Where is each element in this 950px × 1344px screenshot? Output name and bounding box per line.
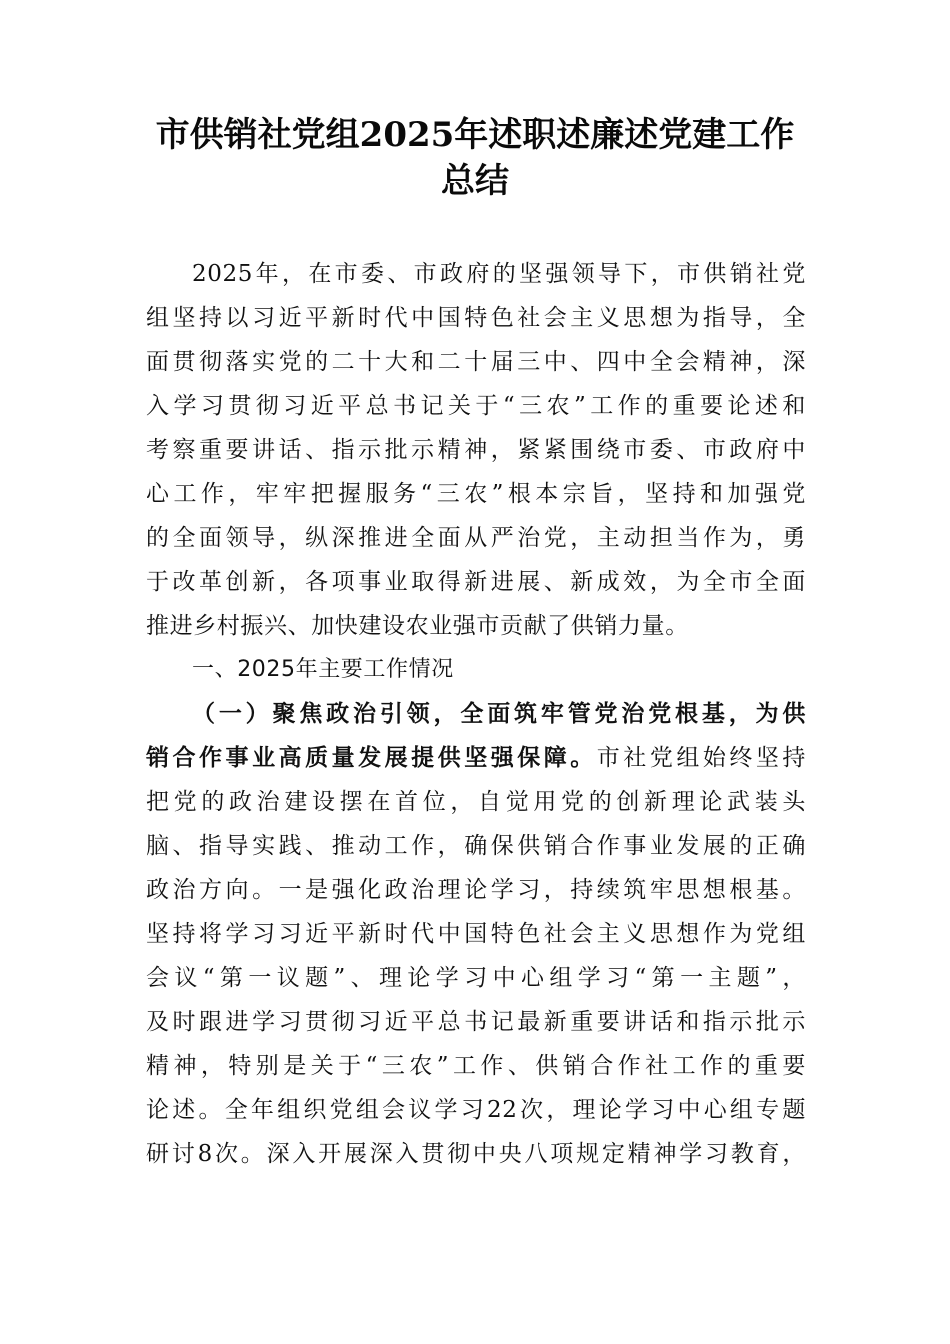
- document-body: [146, 252, 806, 1176]
- paragraph-2-lead: 市社党组始终坚持: [596, 745, 806, 771]
- paragraph-1-line: 面贯彻落实党的二十大和二十届三中、四中全会精神，深: [146, 349, 806, 375]
- paragraph-2-line: 研讨8次。深入开展深入贯彻中央八项规定精神学习教育，: [146, 1141, 806, 1167]
- paragraph-2-line: 及时跟进学习贯彻习近平总书记最新重要讲话和指示批示: [146, 1009, 806, 1035]
- paragraph-1-line: 入学习贯彻习近平总书记关于“三农”工作的重要论述和: [146, 393, 806, 419]
- paragraph-1-line: 组坚持以习近平新时代中国特色社会主义思想为指导，全: [146, 305, 806, 331]
- section-heading: 一、2025年主要工作情况: [192, 657, 454, 682]
- subheading-text: 销合作事业高质量发展提供坚强保障。: [146, 744, 597, 771]
- paragraph-2-line: 坚持将学习习近平新时代中国特色社会主义思想作为党组: [146, 921, 806, 947]
- paragraph-2-line: 政治方向。一是强化政治理论学习，持续筑牢思想根基。: [146, 877, 806, 903]
- document-title: [140, 112, 810, 204]
- subheading-line: （一）聚焦政治引领，全面筑牢管党治党根基，为供: [192, 700, 806, 727]
- paragraph-1-line: 的全面领导，纵深推进全面从严治党，主动担当作为，勇: [146, 525, 806, 551]
- title-line-1: 市供销社党组2025年述职述廉述党建工作: [155, 115, 795, 155]
- paragraph-2-line: 论述。全年组织党组会议学习22次，理论学习中心组专题: [146, 1097, 806, 1123]
- paragraph-2-line: 精神，特别是关于“三农”工作、供销合作社工作的重要: [146, 1053, 806, 1079]
- paragraph-1-line: 2025年，在市委、市政府的坚强领导下，市供销社党: [192, 261, 806, 287]
- paragraph-1-line: 考察重要讲话、指示批示精神，紧紧围绕市委、市政府中: [146, 437, 806, 463]
- title-line-2: 总结: [441, 161, 509, 201]
- paragraph-2-line: 把党的政治建设摆在首位，自觉用党的创新理论武装头: [146, 789, 806, 815]
- paragraph-1-line: 心工作，牢牢把握服务“三农”根本宗旨，坚持和加强党: [146, 481, 806, 507]
- paragraph-2-line: 脑、指导实践、推动工作，确保供销合作事业发展的正确: [146, 833, 806, 859]
- paragraph-1-line: 于改革创新，各项事业取得新进展、新成效，为全市全面: [146, 569, 806, 595]
- paragraph-1-line: 推进乡村振兴、加快建设农业强市贡献了供销力量。: [146, 613, 689, 639]
- paragraph-2-line: 会议“第一议题”、理论学习中心组学习“第一主题”，: [146, 965, 806, 991]
- subheading-paragraph-line: [146, 736, 806, 780]
